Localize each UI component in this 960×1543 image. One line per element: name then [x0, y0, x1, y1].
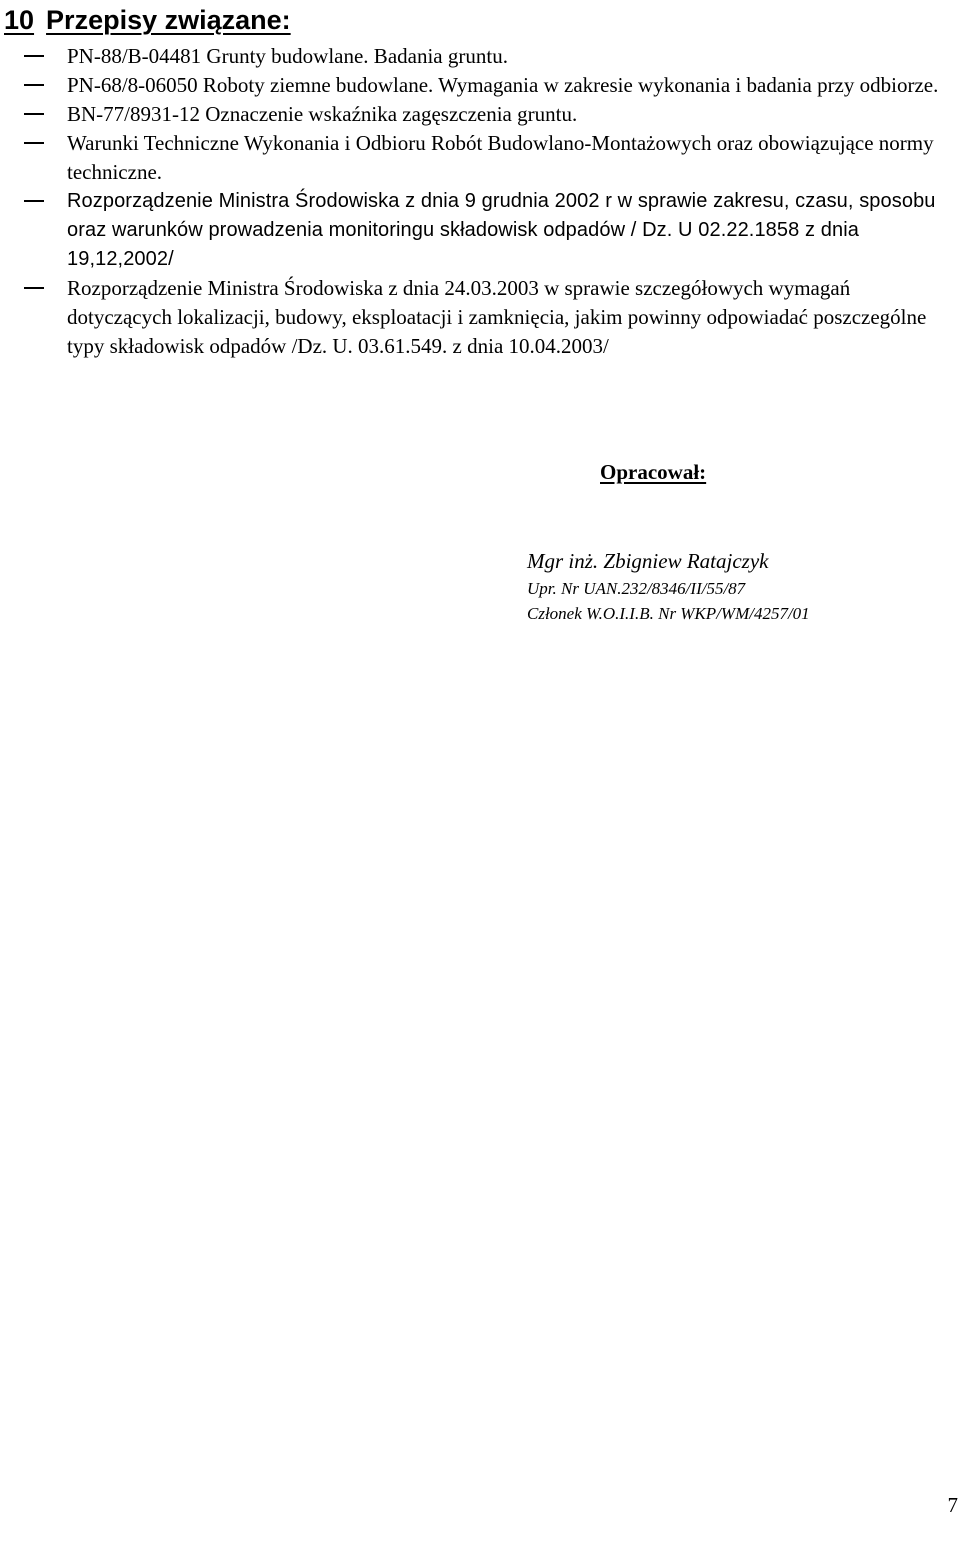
- list-item: [0, 129, 960, 187]
- author-name: Mgr inż. Zbigniew Ratajczyk: [527, 549, 769, 573]
- regulations-list: [0, 42, 960, 361]
- regulation-text: Rozporządzenie Ministra Środowiska z dnia 24.03.2003 w sprawie szczegółowych wymagań dotyczących lokalizacji, budowy, eksploatacji i zamknięcia, jakim powinny odpowiadać poszczególne typy składowisk odpadów /Dz. U. 03.61.549. z dnia 10.04.2003/: [67, 276, 927, 358]
- list-item: [0, 42, 960, 71]
- regulation-text: PN-68/8-06050 Roboty ziemne budowlane. Wymagania w zakresie wykonania i badania przy odbiorze.: [67, 73, 939, 97]
- dash-bullet-icon: [24, 84, 44, 86]
- dash-bullet-icon: [24, 200, 44, 202]
- section-number: 10: [4, 5, 35, 35]
- section-heading: [4, 0, 291, 40]
- regulation-text: Rozporządzenie Ministra Środowiska z dnia 9 grudnia 2002 r w sprawie zakresu, czasu, sposobu oraz warunków prowadzenia monitoringu składowisk odpadów / Dz. U 02.22.1858 z dnia 19,12,2002/: [67, 190, 936, 270]
- list-item: [0, 100, 960, 129]
- prepared-by-label: Opracował:: [600, 460, 707, 484]
- author-block: [527, 546, 810, 626]
- dash-bullet-icon: [24, 287, 44, 289]
- regulation-text: PN-88/B-04481 Grunty budowlane. Badania gruntu.: [67, 44, 508, 68]
- author-membership: Członek W.O.I.I.B. Nr WKP/WM/4257/01: [527, 604, 810, 623]
- dash-bullet-icon: [24, 142, 44, 144]
- list-item: [0, 187, 960, 274]
- list-item: [0, 274, 960, 361]
- regulation-text: BN-77/8931-12 Oznaczenie wskaźnika zagęszczenia gruntu.: [67, 102, 578, 126]
- section-title: Przepisy związane:: [46, 5, 291, 35]
- dash-bullet-icon: [24, 113, 44, 115]
- page-number: 7: [947, 1493, 958, 1517]
- dash-bullet-icon: [24, 55, 44, 57]
- regulation-text: Warunki Techniczne Wykonania i Odbioru Robót Budowlano-Montażowych oraz obowiązujące normy techniczne.: [67, 131, 934, 184]
- list-item: [0, 71, 960, 100]
- author-license: Upr. Nr UAN.232/8346/II/55/87: [527, 579, 746, 598]
